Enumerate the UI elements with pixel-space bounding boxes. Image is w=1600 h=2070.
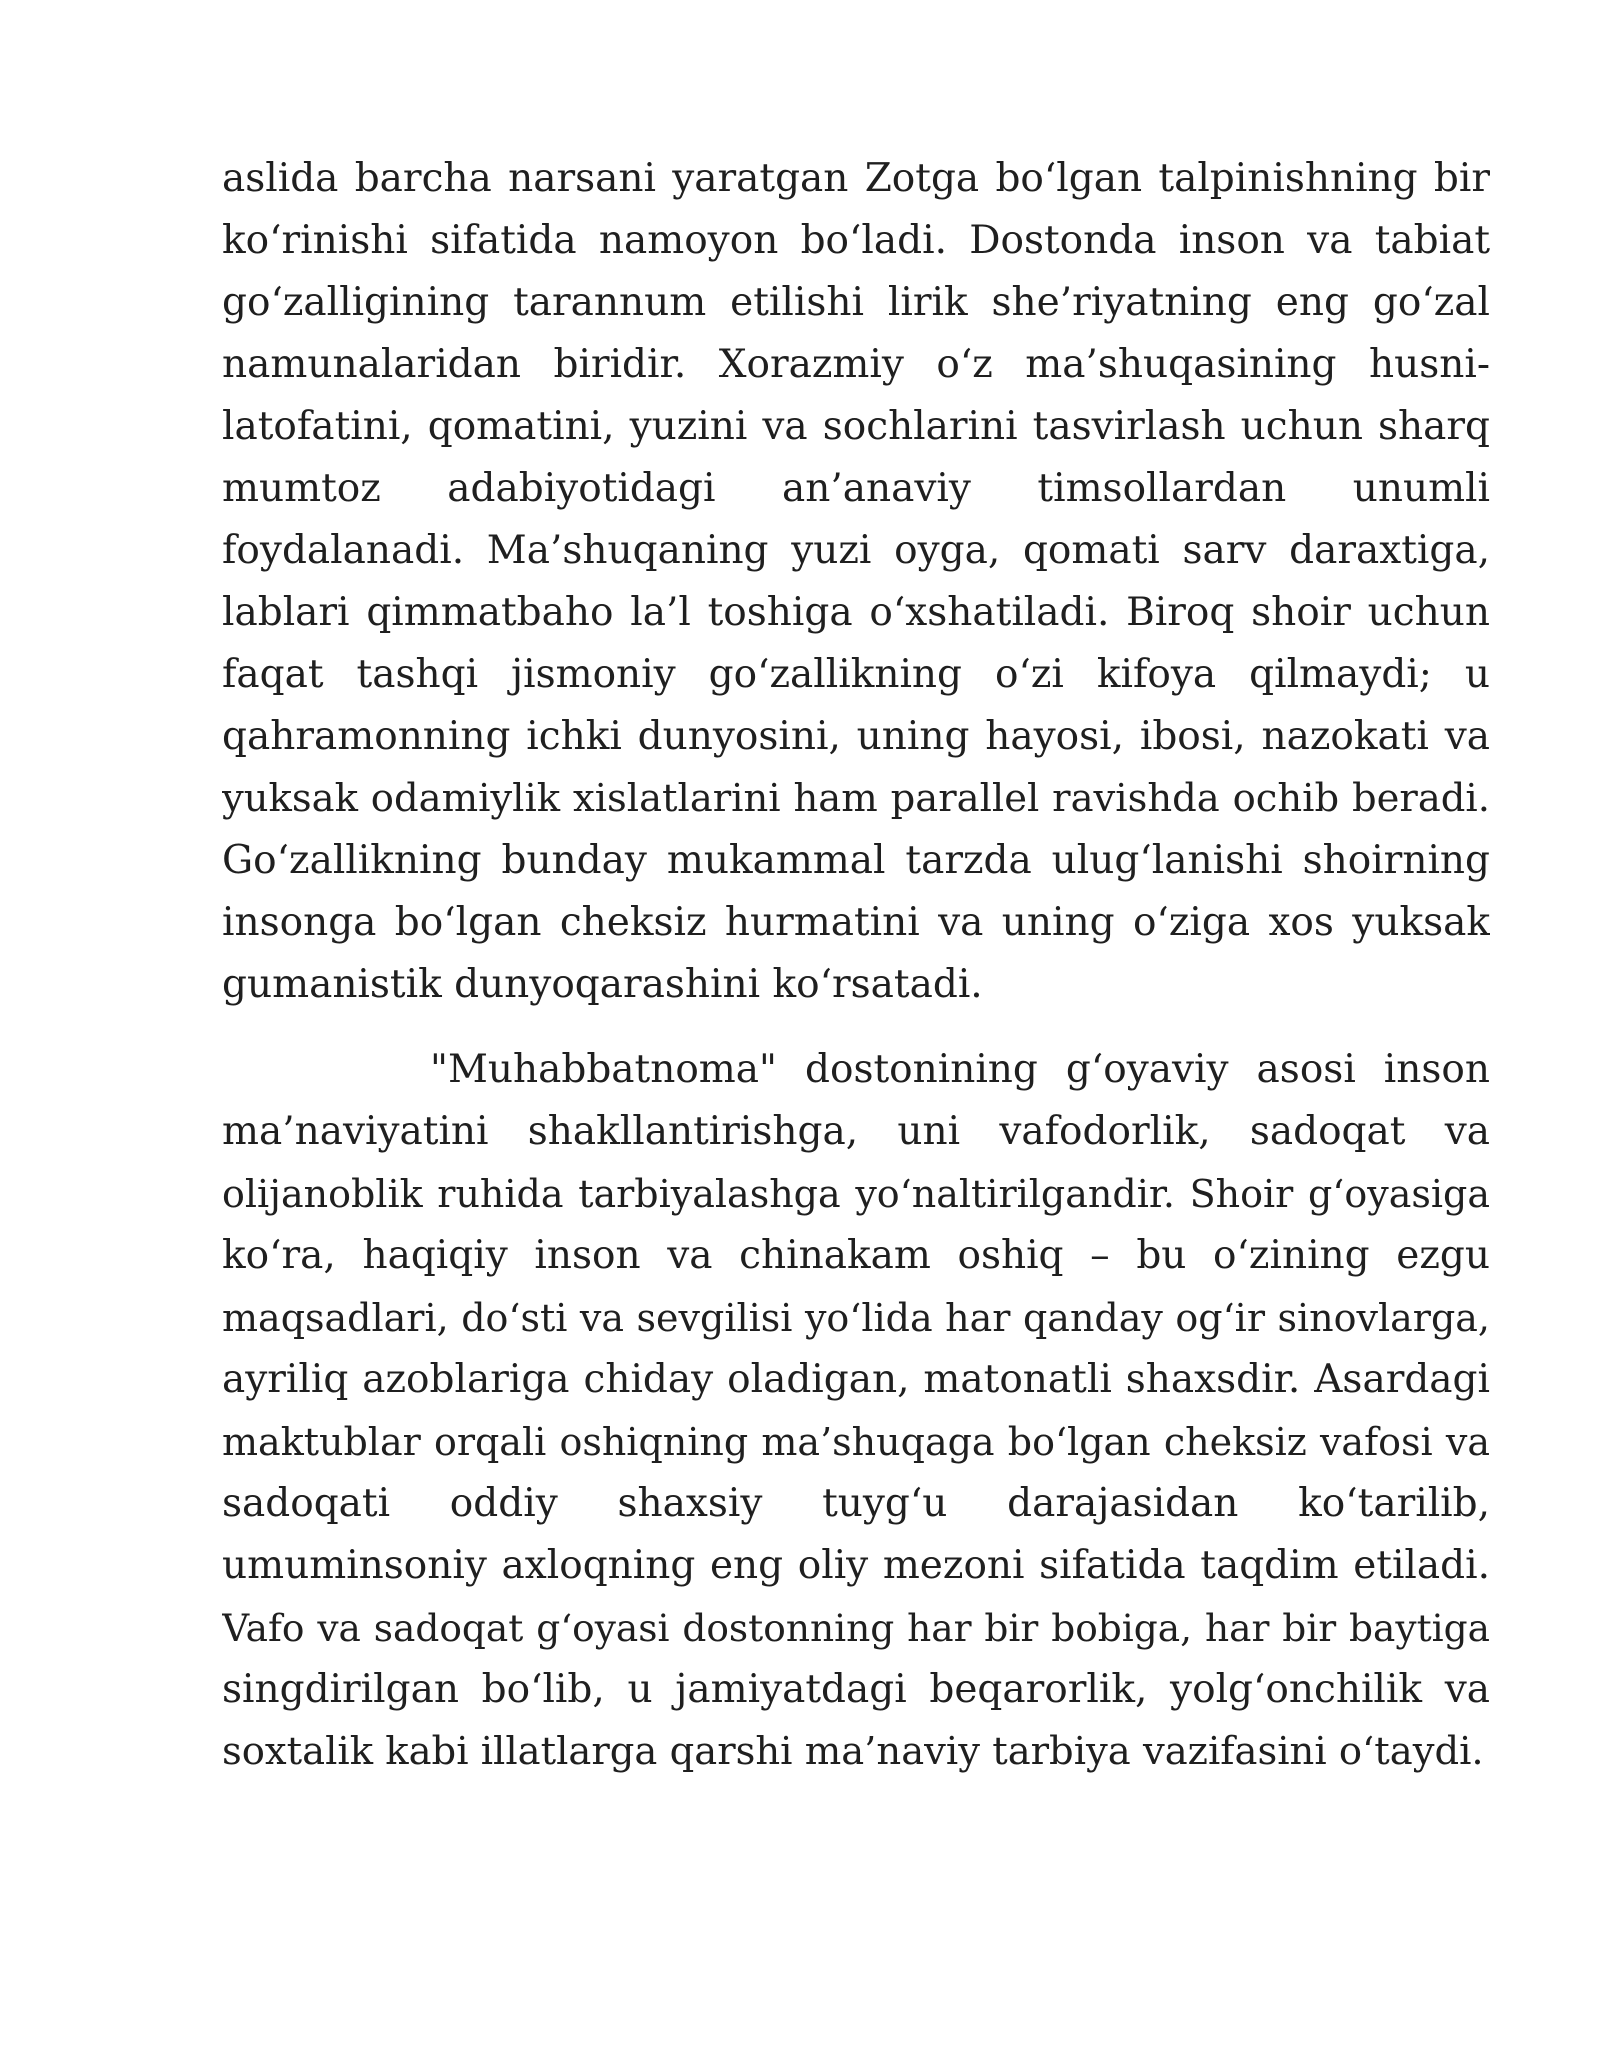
text-line: olijanoblik ruhida tarbiyalashga yo‘naltirilgandir. Shoir g‘oyasiga (222, 1172, 1490, 1216)
text-line: ko‘rinishi sifatida namoyon bo‘ladi. Dostonda inson va tabiat (222, 218, 1490, 263)
paragraph-1 (222, 148, 1490, 1016)
text-line: namunalaridan biridir. Xorazmiy o‘z ma’shuqasining husni- (222, 342, 1490, 387)
text-line: gumanistik dunyoqarashini ko‘rsatadi. (222, 962, 983, 1007)
text-line: sadoqati oddiy shaxsiy tuyg‘u darajasidan ko‘tarilib, (222, 1481, 1490, 1526)
text-line: Vafo va sadoqat g‘oyasi dostonning har bir bobiga, har bir baytiga (222, 1606, 1490, 1650)
text-line: ayriliq azoblariga chiday oladigan, matonatli shaxsdir. Asardagi (222, 1357, 1490, 1402)
text-line: insonga bo‘lgan cheksiz hurmatini va uning o‘ziga xos yuksak (222, 900, 1490, 945)
text-line: aslida barcha narsani yaratgan Zotga bo‘lgan talpinishning bir (222, 156, 1490, 201)
text-line: maqsadlari, do‘sti va sevgilisi yo‘lida har qanday og‘ir sinovlarga, (222, 1296, 1490, 1340)
text-line: yuksak odamiylik xislatlarini ham parallel ravishda ochib beradi. (222, 776, 1490, 821)
text-line: singdirilgan bo‘lib, u jamiyatdagi beqarorlik, yolg‘onchilik va (222, 1667, 1490, 1712)
text-line: lablari qimmatbaho la’l toshiga o‘xshatiladi. Biroq shoir uchun (222, 590, 1490, 635)
text-line: faqat tashqi jismoniy go‘zallikning o‘zi kifoya qilmaydi; u (222, 652, 1490, 697)
text-line: foydalanadi. Ma’shuqaning yuzi oyga, qomati sarv daraxtiga, (222, 528, 1490, 573)
paragraph-2 (222, 1039, 1490, 1783)
text-line: ko‘ra, haqiqiy inson va chinakam oshiq – bu o‘zining ezgu (222, 1233, 1490, 1278)
text-line: "Muhabbatnoma" dostonining g‘oyaviy asosi inson (430, 1047, 1490, 1092)
text-line: ma’naviyatini shakllantirishga, uni vafodorlik, sadoqat va (222, 1109, 1490, 1154)
text-line: soxtalik kabi illatlarga qarshi ma’naviy tarbiya vazifasini o‘taydi. (222, 1729, 1484, 1774)
text-line: go‘zalligining tarannum etilishi lirik she’riyatning eng go‘zal (222, 280, 1490, 325)
text-line: Go‘zallikning bunday mukammal tarzda ulug‘lanishi shoirning (222, 838, 1490, 883)
text-line: qahramonning ichki dunyosini, uning hayosi, ibosi, nazokati va (222, 714, 1490, 759)
text-line: umuminsoniy axloqning eng oliy mezoni sifatida taqdim etiladi. (222, 1543, 1490, 1588)
text-line: maktublar orqali oshiqning ma’shuqaga bo‘lgan cheksiz vafosi va (222, 1420, 1490, 1464)
text-line: latofatini, qomatini, yuzini va sochlarini tasvirlash uchun sharq (222, 404, 1490, 449)
text-line: mumtoz adabiyotidagi an’anaviy timsollardan unumli (222, 466, 1490, 511)
